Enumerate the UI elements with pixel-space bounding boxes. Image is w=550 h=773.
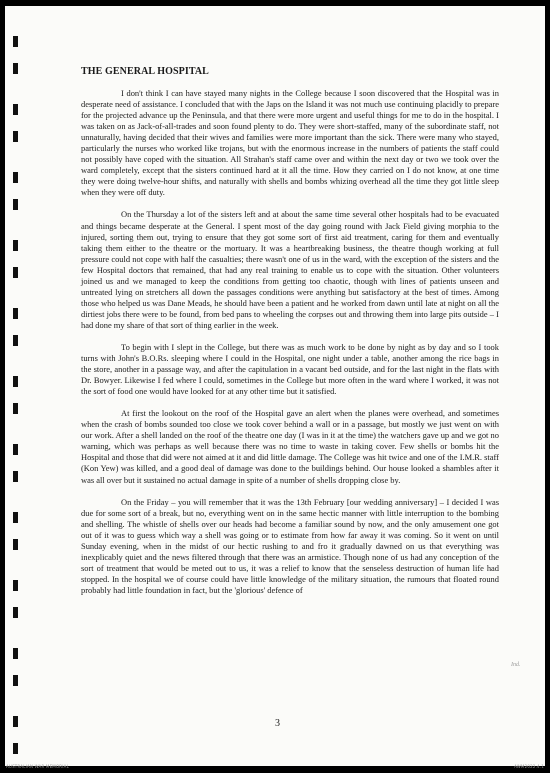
binding-hole <box>13 743 18 754</box>
paragraph: On the Friday – you will remember that it was the 13th February [our wedding anniversary] – I decided I was due for some sort of a break, but no, everything went on in the same hectic manner with little interruption to the bombing and shelling. The whistle of shells over our heads had become a familiar sound by now, and the only amusement one got out of it was to guess which way a shell was going or to estimate from how far away it was coming. So it went on until Sunday evening, when in the midst of our hectic rushing to and fro it gradually dawned on us that everything was inexplicably quiet and the news filtered through that there was an armistice. Though none of us had any conception of the sort of treatment that would be meted out to us, it was a relief to know that the senseless destruction of human life had stopped. In the hospital we of course could have little knowledge of the military situation, the rumours that floated round probably had little foundation in fact, but the 'glorious' defence of <box>81 496 499 595</box>
binding-hole <box>13 675 18 686</box>
archive-credit: AUSTRALIAN WAR MEMORIAL <box>6 764 70 769</box>
binding-hole <box>13 376 18 387</box>
binding-hole <box>13 716 18 727</box>
binding-hole <box>13 308 18 319</box>
binding-hole <box>13 539 18 550</box>
binding-hole <box>13 199 18 210</box>
binding-hole <box>13 267 18 278</box>
page-title: THE GENERAL HOSPITAL <box>81 66 209 77</box>
page-number: 3 <box>275 718 280 729</box>
binding-hole <box>13 444 18 455</box>
binding-hole <box>13 648 18 659</box>
binding-hole <box>13 335 18 346</box>
binding-hole <box>13 471 18 482</box>
body-text <box>81 88 499 607</box>
archive-reference: AWM2022.4.1 <box>514 764 544 769</box>
binding-hole <box>13 403 18 414</box>
binding-hole <box>13 512 18 523</box>
binding-hole <box>13 104 18 115</box>
binding-hole <box>13 36 18 47</box>
paragraph: To begin with I slept in the College, but there was as much work to be done by night as by day and so I took turns with John's B.O.Rs. sleeping where I could in the Hospital, one night under a table, another among the rice bags in the store, another in a passage way, and after the capitulation in a vacant bed outside, and for the last night in the flats with Dr. Bowyer. Likewise I fed where I could, sometimes in the College but more often in the ward where I worked, it was not the sort of food one would have looked for at any other time but it satisfied. <box>81 341 499 397</box>
margin-pencil-note: Ind. <box>511 662 521 668</box>
paragraph: On the Thursday a lot of the sisters left and at about the same time several other hospitals had to be evacuated and things became desperate at the General. I spent most of the day going round with Jack Field giving morphia to the injured, sorting them out, trying to ensure that they got some sort of first aid treatment, caring for them and eventually taking them either to the theatre or the mortuary. It was a heartbreaking business, the theatre though working at full pressure could not cope with half the casualties; there wasn't one of us in the ward, with the exception of the sisters and the few Hospital doctors that remained, that had any real training to enable us to cope with the situation. Other volunteers joined us and we managed to keep the conditions from getting too chaotic, though with lines of patients unseen and untreated lying on stretchers all down the passages conditions were anything but satisfactory at the best of times. Among those who helped us was Dane Meads, he should have been a patient and he worked from dawn until late at night on all the dirtiest jobs there were to be found, from bed pans to wheeling the corpses out and throwing them into large pits outside – I had done my share of that sort of thing earlier in the week. <box>81 209 499 330</box>
binding-hole <box>13 580 18 591</box>
binding-hole <box>13 240 18 251</box>
binding-hole <box>13 172 18 183</box>
binding-hole <box>13 131 18 142</box>
binding-hole <box>13 607 18 618</box>
paragraph: At first the lookout on the roof of the Hospital gave an alert when the planes were overhead, and sometimes when the crash of bombs sounded too close we took cover behind a wall or in a passage, but mostly we just went on with our work. After a shell landed on the roof of the theatre one day (I was in it at the time) the watchers gave up and we got no warning, which was perhaps as well because there was no time to waste in taking cover. Few shells or bombs hit the Hospital and those that did were not aimed at it and did little damage. The College was hit twice and one of the I.M.R. staff (Kon Yew) was killed, and a good deal of damage was done to the buildings behind. Our house looked a shambles after it was all over but it sustained no actual damage in spite of a number of shells dropping close by. <box>81 408 499 485</box>
binding-hole <box>13 63 18 74</box>
document-page <box>5 6 545 766</box>
paragraph: I don't think I can have stayed many nights in the College because I soon discovered that the Hospital was in desperate need of assistance. I concluded that with the Japs on the Island it was not much use continuing placidly to prepare for the projected advance up the Peninsula, and that there were more urgent and useful things for me to do in the hospital. I was taken on as Jack-of-all-trades and soon found plenty to do. They were short-staffed, many of the subordinate staff, not unnaturally, having decided that their wives and families were more important than the sick. There were many who stayed, particularly the nurses who worked like trojans, but with the enormous increase in the numbers of patients the staff could not possibly have coped with the situation. All Strahan's staff came over and within the next day or two we took over the ward completely, except that the sisters continued hard at it all the time. How they carried on I do not know, at one time they were doing twelve-hour shifts, and naturally with shells and bombs whizing overhead all the time they got little sleep when they were off duty. <box>81 88 500 198</box>
